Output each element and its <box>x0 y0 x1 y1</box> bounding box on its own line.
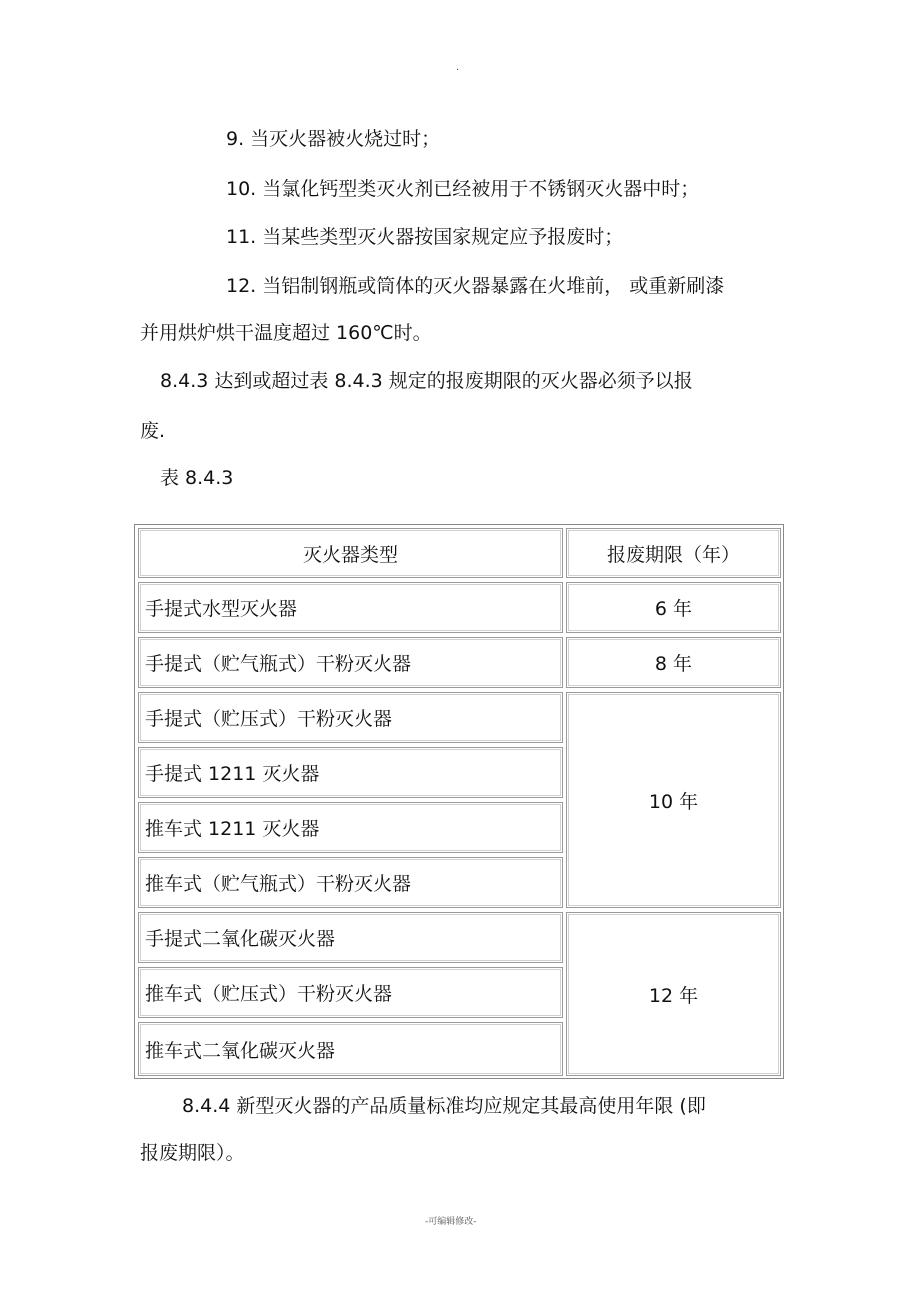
table-row-type: 手提式水型灭火器 <box>138 582 563 633</box>
page-footer: -可编辑修改- <box>425 1217 477 1227</box>
item-12-line2: 并用烘炉烘干温度超过 160℃时。 <box>140 322 432 344</box>
table-period-6: 6 年 <box>566 582 781 633</box>
table-row-type: 推车式（贮气瓶式）干粉灭火器 <box>138 857 563 908</box>
table-row-type: 推车式 1211 灭火器 <box>138 802 563 853</box>
clause-844-line2: 报废期限）。 <box>140 1142 245 1164</box>
table-row-type: 推车式二氧化碳灭火器 <box>138 1022 563 1076</box>
header-mark: . <box>456 62 460 73</box>
table-row-type: 手提式（贮压式）干粉灭火器 <box>138 692 563 743</box>
item-11: 11. 当某些类型灭火器按国家规定应予报废时； <box>226 226 624 248</box>
table-row-type: 手提式（贮气瓶式）干粉灭火器 <box>138 637 563 688</box>
table-row-type: 手提式 1211 灭火器 <box>138 747 563 798</box>
scrap-period-table <box>134 524 784 1079</box>
table-header-type: 灭火器类型 <box>138 528 563 578</box>
table-header-period: 报废期限（年） <box>566 528 781 578</box>
item-10: 10. 当氯化钙型类灭火剂已经被用于不锈钢灭火器中时； <box>226 178 700 200</box>
clause-844-line1: 8.4.4 新型灭火器的产品质量标准均应规定其最高使用年限 (即 <box>182 1095 706 1117</box>
table-row-type: 推车式（贮压式）干粉灭火器 <box>138 967 563 1018</box>
clause-843-line2: 废. <box>140 420 166 442</box>
table-row-type: 手提式二氧化碳灭火器 <box>138 912 563 963</box>
item-9: 9. 当灭火器被火烧过时； <box>226 128 441 150</box>
table-period-12: 12 年 <box>566 912 781 1076</box>
item-12-line1: 12. 当铝制钢瓶或筒体的灭火器暴露在火堆前， 或重新刷漆 <box>226 275 725 297</box>
table-caption: 表 8.4.3 <box>160 467 234 489</box>
table-period-8: 8 年 <box>566 637 781 688</box>
clause-843-line1: 8.4.3 达到或超过表 8.4.3 规定的报废期限的灭火器必须予以报 <box>160 370 693 392</box>
table-period-10: 10 年 <box>566 692 781 908</box>
